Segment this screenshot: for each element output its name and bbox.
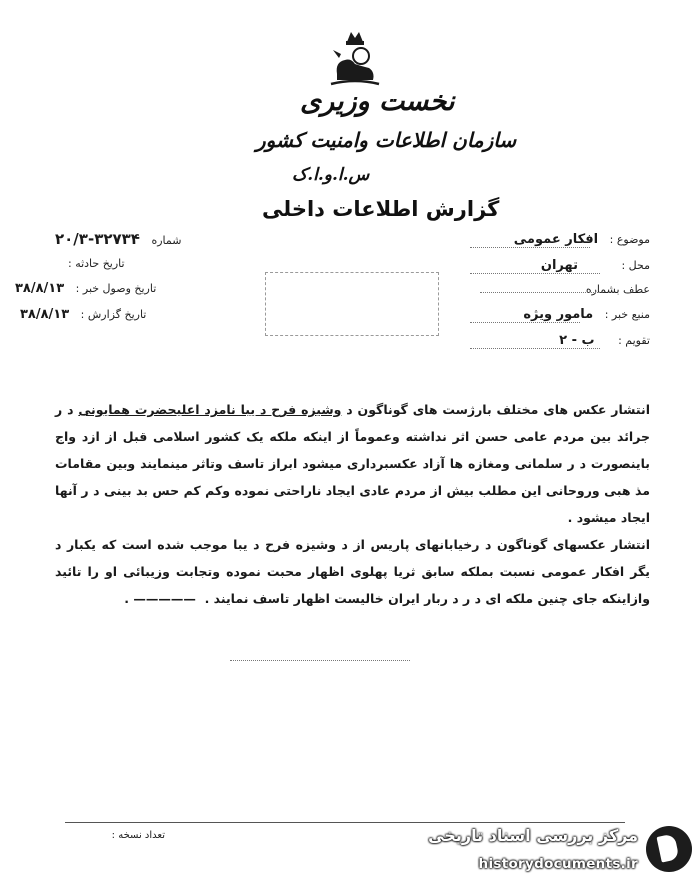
meta-underline (470, 322, 580, 323)
report-body (55, 396, 650, 612)
meta-underline (480, 292, 600, 293)
paragraph-1-underlined: وشیزه فرح د یبا نامزد اعلیحضرت همایونی (78, 402, 342, 417)
lion-and-sun-emblem-icon (325, 28, 385, 90)
separator-line (230, 660, 410, 661)
meta-reference (578, 282, 650, 297)
meta-source (523, 307, 650, 322)
meta-underline (470, 247, 590, 248)
paragraph-1-lead: انتشار عکس های مختلف بارژست های گوناگون د (346, 402, 650, 417)
header-line-3: س.ا.و.ا.ک (292, 165, 370, 185)
meta-value: ۳۸/۸/۱۳ (20, 307, 70, 322)
header-line-1: نخست وزیری (300, 86, 455, 117)
watermark-logo (418, 818, 700, 883)
document-archive-icon (646, 826, 692, 872)
meta-value: ب - ۲ (559, 333, 595, 348)
meta-receipt-date (15, 281, 156, 296)
closing-dash: ————— . (124, 591, 201, 606)
header-line-2: سازمان اطلاعات وامنیت کشور (256, 128, 517, 152)
meta-value: ۳۸/۸/۱۳ (15, 281, 65, 296)
paragraph-1 (55, 396, 650, 531)
meta-value: افکار عمومی (513, 232, 599, 247)
meta-label: تقویم : (618, 334, 650, 347)
copies-label: تعداد نسخه : (111, 830, 165, 841)
meta-label: عطف بشماره (585, 283, 650, 296)
meta-report-date (20, 307, 146, 322)
meta-label: تاریخ حادثه : (68, 257, 125, 270)
watermark-title: مرکز بررسی اسناد تاریخی (428, 826, 638, 845)
meta-incident-date (60, 256, 125, 271)
meta-subject (514, 232, 650, 247)
meta-value: تهران (540, 258, 578, 273)
meta-label: محل : (621, 259, 650, 272)
meta-label: تاریخ گزارش : (80, 308, 147, 321)
watermark-url: historydocuments.ir (478, 856, 638, 872)
meta-value: مامور ویژه (523, 307, 594, 322)
meta-number (55, 230, 181, 248)
meta-label: منبع خبر : (604, 308, 650, 321)
meta-label: شماره (151, 234, 182, 247)
meta-underline (470, 348, 600, 349)
header-line-4: گزارش اطلاعات داخلی (262, 197, 500, 221)
meta-label: تاریخ وصول خبر : (75, 282, 157, 295)
paragraph-1-rest: د ر جرائد بین مردم عامی حسن اثر نداشته وعموماً از اینکه ملکه یک کشور اسلامی قبل از ازد واج باینصورت د ر سلمانی ومغازه ها آزاد عکسبرداری میشود ابراز تاسف وتاثر مینمایند وبین مقامات مذ هبی وروحانی این مطلب بیش از مردم عادی ایجاد ناراحتی نموده وکم کم حس بد بینی د ر آنها ایجاد میشود . (55, 402, 650, 525)
paragraph-2-text: انتشار عکسهای گوناگون د رخیابانهای پاریس از د وشیزه فرح د یبا موجب شده است که یکبار د یگر افکار عمومی نسبت بملکه سابق ثریا پهلوی اظهار محبت نموده وتجابت وزیبائی او را تائید وازاینکه جای چنین ملکه ای د ر د ربار ایران خالیست اظهار تاسف نمایند . (55, 537, 650, 606)
meta-underline (470, 273, 600, 274)
paragraph-2 (55, 531, 650, 612)
meta-location (541, 258, 650, 273)
meta-value: ۳۲۷۳۴-۲۰/۳ (55, 230, 140, 248)
meta-calendar (559, 333, 650, 348)
redacted-stamp-area (265, 272, 439, 336)
meta-label: موضوع : (609, 233, 650, 246)
